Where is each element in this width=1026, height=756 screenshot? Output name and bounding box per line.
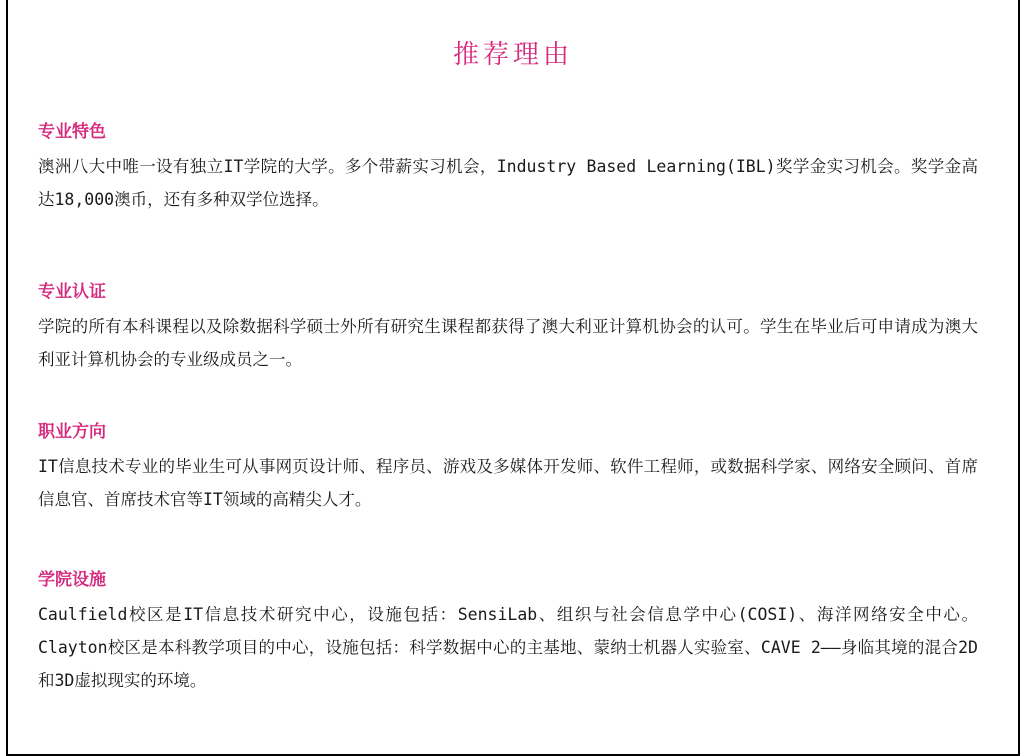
section-accreditation [38,280,978,376]
section-specialty [38,120,978,216]
section-career [38,420,978,516]
section-body: Caulfield校区是IT信息技术研究中心，设施包括：SensiLab、组织与社会信息学中心(COSI)、海洋网络安全中心。Clayton校区是本科教学项目的中心，设施包括：科学数据中心的主基地、蒙纳士机器人实验室、CAVE 2——身临其境的混合2D和3D虚拟现实的环境。 [38,605,978,690]
section-heading: 专业特色 [38,122,106,142]
section-body: IT信息技术专业的毕业生可从事网页设计师、程序员、游戏及多媒体开发师、软件工程师，或数据科学家、网络安全顾问、首席信息官、首席技术官等IT领域的高精尖人才。 [38,457,978,509]
page-title: 推荐理由 [452,40,573,70]
section-heading: 职业方向 [38,422,106,442]
section-body: 学院的所有本科课程以及除数据科学硕士外所有研究生课程都获得了澳大利亚计算机协会的认可。学生在毕业后可申请成为澳大利亚计算机协会的专业级成员之一。 [38,317,978,369]
section-heading: 专业认证 [38,282,106,302]
section-heading: 学院设施 [38,570,106,590]
section-facilities [38,568,978,697]
section-body: 澳洲八大中唯一设有独立IT学院的大学。多个带薪实习机会，Industry Based Learning(IBL)奖学金实习机会。奖学金高达18,000澳币，还有多种双学位选择。 [38,157,978,209]
